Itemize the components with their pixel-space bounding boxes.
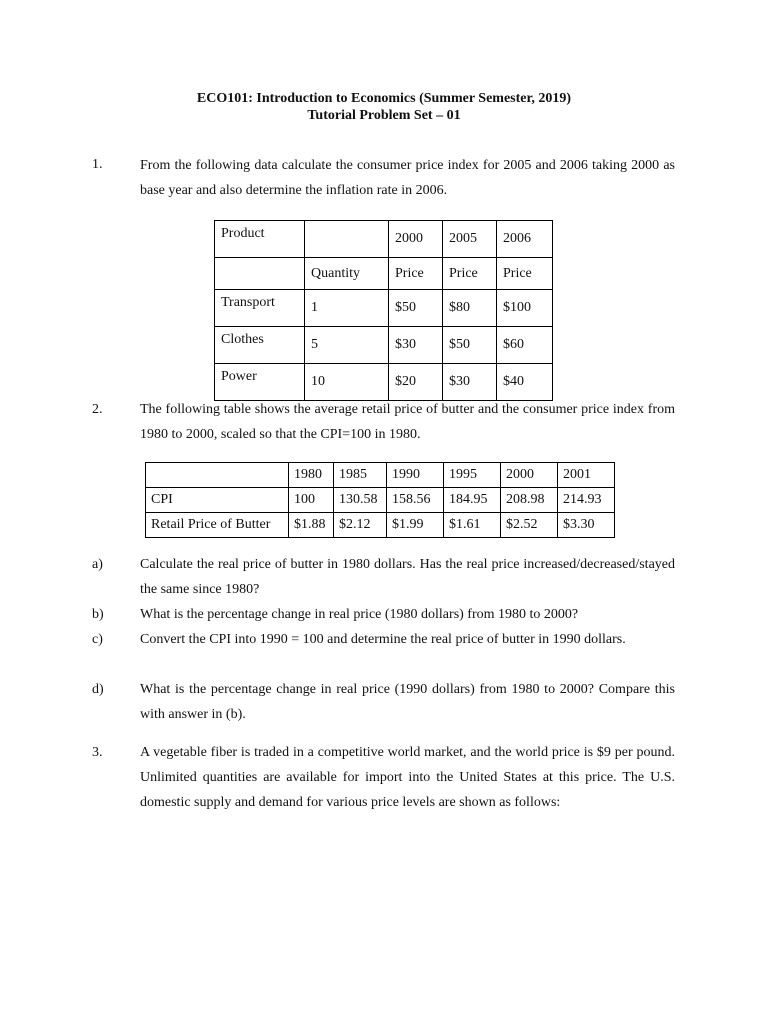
table-cell: $30 bbox=[443, 364, 497, 401]
table-cell: 2000 bbox=[501, 463, 558, 488]
table-row bbox=[215, 327, 553, 364]
table-cell: $1.61 bbox=[444, 513, 501, 538]
table-row bbox=[146, 513, 615, 538]
part-b-text: What is the percentage change in real price (1980 dollars) from 1980 to 2000? bbox=[140, 607, 579, 622]
table-cell: Power bbox=[215, 364, 305, 401]
question-2-text: The following table shows the average retail price of butter and the consumer price index from 1980 to 2000, scaled so that the CPI=100 in 1980. bbox=[140, 402, 675, 442]
table-cell: Retail Price of Butter bbox=[146, 513, 289, 538]
part-c-label: c) bbox=[92, 632, 103, 647]
part-c-text: Convert the CPI into 1990 = 100 and determine the real price of butter in 1990 dollars. bbox=[140, 632, 626, 647]
table-cell bbox=[146, 463, 289, 488]
table-cell bbox=[215, 258, 305, 290]
table-cell: 1 bbox=[305, 290, 389, 327]
table-cell: 1995 bbox=[444, 463, 501, 488]
table-cell: $1.88 bbox=[289, 513, 334, 538]
table-cell: 158.56 bbox=[387, 488, 444, 513]
question-3-number: 3. bbox=[92, 745, 103, 760]
part-a-label: a) bbox=[92, 557, 103, 572]
table-header-row bbox=[215, 221, 553, 258]
table-cell: $30 bbox=[389, 327, 443, 364]
table-cell: 208.98 bbox=[501, 488, 558, 513]
table-cell: 2000 bbox=[389, 221, 443, 258]
table-cell: $60 bbox=[497, 327, 553, 364]
table-cell: $20 bbox=[389, 364, 443, 401]
document-subtitle: Tutorial Problem Set – 01 bbox=[307, 108, 461, 123]
table-cell: 130.58 bbox=[334, 488, 387, 513]
document-title: ECO101: Introduction to Economics (Summer Semester, 2019) bbox=[196, 91, 572, 106]
part-a-text: Calculate the real price of butter in 1980 dollars. Has the real price increased/decreased/stayed the same since 1980? bbox=[140, 557, 675, 597]
table-cell: $40 bbox=[497, 364, 553, 401]
part-b-label: b) bbox=[92, 607, 104, 622]
table-header-row bbox=[146, 463, 615, 488]
question-3-text: A vegetable fiber is traded in a competitive world market, and the world price is $9 per pound. Unlimited quantities are available for import into the United States at this price. The U.S. domestic supply and demand for various price levels are shown as follows: bbox=[140, 745, 675, 810]
table-cell: Product bbox=[215, 221, 305, 258]
table-cell: 184.95 bbox=[444, 488, 501, 513]
table-cell: 100 bbox=[289, 488, 334, 513]
cpi-data-table bbox=[214, 220, 553, 401]
butter-price-table bbox=[145, 462, 615, 538]
table-cell: $1.99 bbox=[387, 513, 444, 538]
table-header-row bbox=[215, 258, 553, 290]
table-cell: CPI bbox=[146, 488, 289, 513]
part-d-text: What is the percentage change in real price (1990 dollars) from 1980 to 2000? Compare this with answer in (b). bbox=[140, 682, 675, 722]
table-cell: 5 bbox=[305, 327, 389, 364]
table-cell: $50 bbox=[443, 327, 497, 364]
table-cell: Price bbox=[443, 258, 497, 290]
table-cell: $2.52 bbox=[501, 513, 558, 538]
table-cell: Price bbox=[497, 258, 553, 290]
table-cell: Clothes bbox=[215, 327, 305, 364]
table-cell: 1985 bbox=[334, 463, 387, 488]
part-d-label: d) bbox=[92, 682, 104, 697]
table-cell: $50 bbox=[389, 290, 443, 327]
table-cell bbox=[305, 221, 389, 258]
table-cell: Transport bbox=[215, 290, 305, 327]
table-cell: 2006 bbox=[497, 221, 553, 258]
table-cell: $100 bbox=[497, 290, 553, 327]
question-1-text: From the following data calculate the consumer price index for 2005 and 2006 taking 2000 as base year and also determine the inflation rate in 2006. bbox=[140, 158, 675, 198]
table-cell: $80 bbox=[443, 290, 497, 327]
table-cell: Quantity bbox=[305, 258, 389, 290]
table-cell: 10 bbox=[305, 364, 389, 401]
table-cell: 2005 bbox=[443, 221, 497, 258]
table-cell: 214.93 bbox=[558, 488, 615, 513]
table-row bbox=[146, 488, 615, 513]
table-cell: 1990 bbox=[387, 463, 444, 488]
table-cell: $2.12 bbox=[334, 513, 387, 538]
table-row bbox=[215, 290, 553, 327]
question-1-number: 1. bbox=[92, 157, 103, 172]
table-cell: 1980 bbox=[289, 463, 334, 488]
table-cell: $3.30 bbox=[558, 513, 615, 538]
table-row bbox=[215, 364, 553, 401]
table-cell: 2001 bbox=[558, 463, 615, 488]
question-2-number: 2. bbox=[92, 402, 103, 417]
table-cell: Price bbox=[389, 258, 443, 290]
